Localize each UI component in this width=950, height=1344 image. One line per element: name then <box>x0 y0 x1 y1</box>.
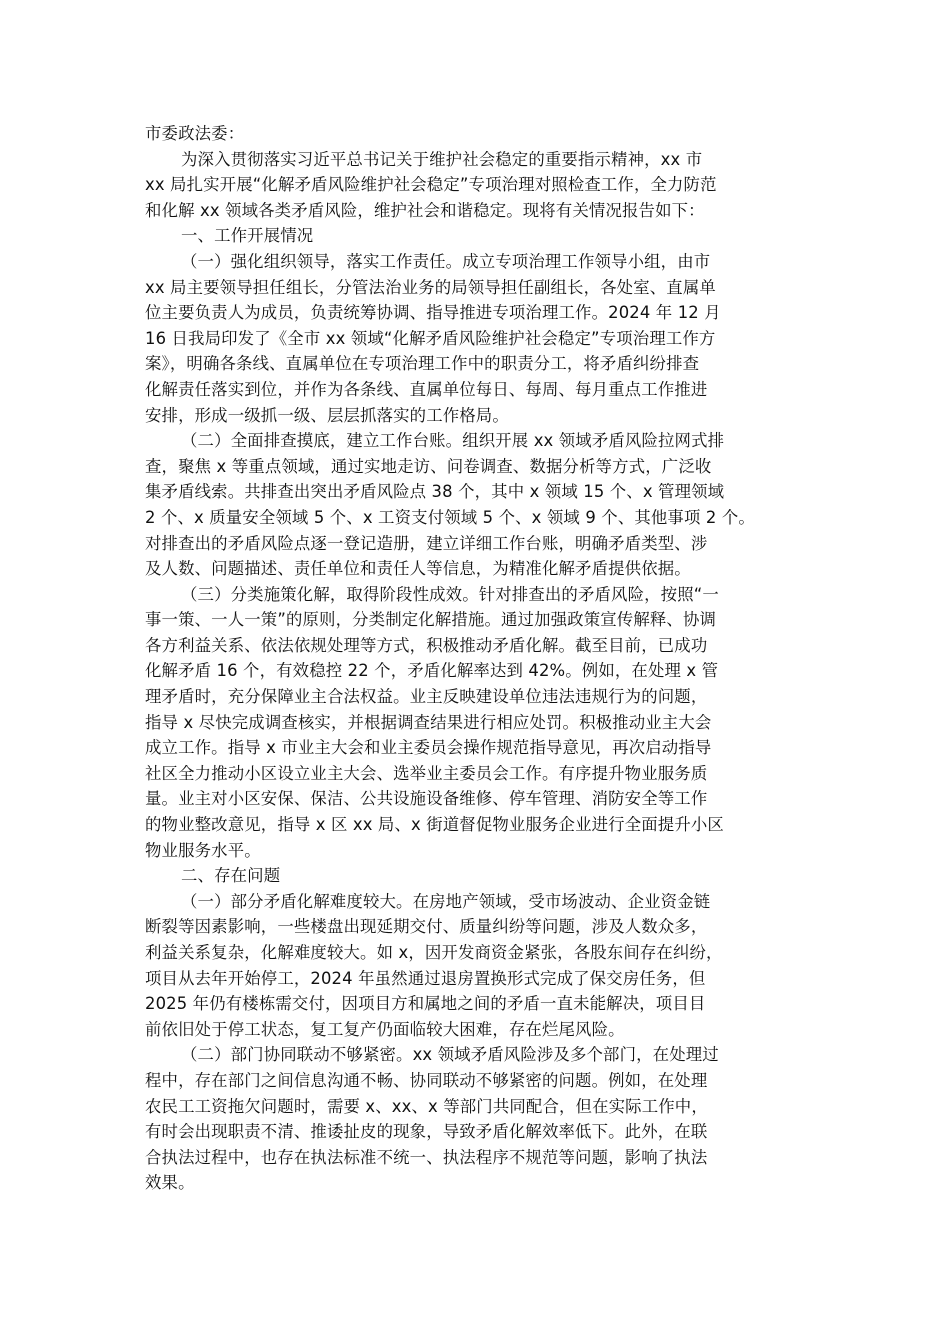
text-line: 利益关系复杂，化解难度较大。如 x，因开发商资金紧张，各股东间存在纠纷， <box>145 943 723 962</box>
text-line: 项目从去年开始停工，2024 年虽然通过退房置换形式完成了保交房任务，但 <box>145 968 706 988</box>
text-line: 有时会出现职责不清、推诿扯皮的现象，导致矛盾化解效率低下。此外，在联 <box>145 1122 708 1142</box>
text-line: 事一策、一人一策”的原则，分类制定化解措施。通过加强政策宣传解释、协调 <box>145 610 717 630</box>
document-body <box>145 147 813 1196</box>
text-line: 案》，明确各条线、直属单位在专项治理工作中的职责分工，将矛盾纠纷排查 <box>145 354 700 374</box>
text-line: 指导 x 尽快完成调查核实，并根据调查结果进行相应处罚。积极推动业主大会 <box>145 712 712 732</box>
text-line: 效果。 <box>145 1173 195 1193</box>
text-line: （二）部门协同联动不够紧密。xx 领域矛盾风险涉及多个部门，在处理过 <box>181 1045 719 1065</box>
text-line: 量。业主对小区安保、保洁、公共设施设备维修、停车管理、消防安全等工作 <box>145 789 708 809</box>
text-line: 2 个、x 质量安全领域 5 个、x 工资支付领域 5 个、x 领域 9 个、其他事项 2 个。 <box>145 507 755 527</box>
text-line: 的物业整改意见，指导 x 区 xx 局、x 街道督促物业服务企业进行全面提升小区 <box>145 815 724 835</box>
text-line: 社区全力推动小区设立业主大会、选举业主委员会工作。有序提升物业服务质 <box>145 763 708 783</box>
text-line: （一）部分矛盾化解难度较大。在房地产领域，受市场波动、企业资金链 <box>181 891 711 911</box>
text-line: 为深入贯彻落实习近平总书记关于维护社会稳定的重要指示精神，xx 市 <box>181 149 703 169</box>
text-line: 成立工作。指导 x 市业主大会和业主委员会操作规范指导意见，再次启动指导 <box>145 738 712 758</box>
addressee: 市委政法委： <box>145 124 245 143</box>
text-line: 程中，存在部门之间信息沟通不畅、协同联动不够紧密的问题。例如，在处理 <box>145 1070 708 1090</box>
text-line: 集矛盾线索。共排查出突出矛盾风险点 38 个，其中 x 领域 15 个、x 管理领域 <box>145 482 725 502</box>
text-line: 化解责任落实到位，并作为各条线、直属单位每日、每周、每月重点工作推进 <box>145 379 708 399</box>
text-line: 一、工作开展情况 <box>181 226 314 246</box>
text-line: xx 局扎实开展“化解矛盾风险维护社会稳定”专项治理对照检查工作，全力防范 <box>145 175 717 195</box>
text-line: 物业服务水平。 <box>145 840 261 860</box>
text-line: 前依旧处于停工状态，复工复产仍面临较大困难，存在烂尾风险。 <box>145 1019 625 1039</box>
text-line: （一）强化组织领导，落实工作责任。成立专项治理工作领导小组，由市 <box>181 251 711 271</box>
text-line: 位主要负责人为成员，负责统筹协调、指导推进专项治理工作。2024 年 12 月 <box>145 303 721 323</box>
text-line: （二）全面排查摸底，建立工作台账。组织开展 xx 领域矛盾风险拉网式排 <box>181 431 725 451</box>
text-line: 各方利益关系、依法依规处理等方式，积极推动矛盾化解。截至目前，已成功 <box>145 635 708 655</box>
text-line: 断裂等因素影响，一些楼盘出现延期交付、质量纠纷等问题，涉及人数众多， <box>145 917 708 937</box>
text-line: 16 日我局印发了《全市 xx 领域“化解矛盾风险维护社会稳定”专项治理工作方 <box>145 328 716 348</box>
text-line: 查，聚焦 x 等重点领域，通过实地走访、问卷调查、数据分析等方式，广泛收 <box>145 456 712 476</box>
text-line: 合执法过程中，也存在执法标准不统一、执法程序不规范等问题，影响了执法 <box>145 1147 708 1167</box>
text-line: （三）分类施策化解，取得阶段性成效。针对排查出的矛盾风险，按照“一 <box>181 584 719 604</box>
text-line: 和化解 xx 领域各类矛盾风险，维护社会和谐稳定。现将有关情况报告如下： <box>145 200 705 220</box>
text-line: 对排查出的矛盾风险点逐一登记造册，建立详细工作台账，明确矛盾类型、涉 <box>145 533 708 553</box>
document-page <box>145 121 813 1196</box>
text-line: 二、存在问题 <box>181 866 281 886</box>
text-line: 2025 年仍有楼栋需交付，因项目方和属地之间的矛盾一直未能解决，项目目 <box>145 994 706 1014</box>
text-line: 安排，形成一级抓一级、层层抓落实的工作格局。 <box>145 405 509 425</box>
text-line: 及人数、问题描述、责任单位和责任人等信息，为精准化解矛盾提供依据。 <box>145 559 691 579</box>
text-line: 农民工工资拖欠问题时，需要 x、xx、x 等部门共同配合，但在实际工作中， <box>145 1096 708 1116</box>
text-line: 理矛盾时，充分保障业主合法权益。业主反映建设单位违法违规行为的问题， <box>145 687 708 707</box>
text-line: 化解矛盾 16 个，有效稳控 22 个，矛盾化解率达到 42%。例如，在处理 x 管 <box>145 661 719 681</box>
text-line: xx 局主要领导担任组长，分管法治业务的局领导担任副组长，各处室、直属单 <box>145 277 716 297</box>
